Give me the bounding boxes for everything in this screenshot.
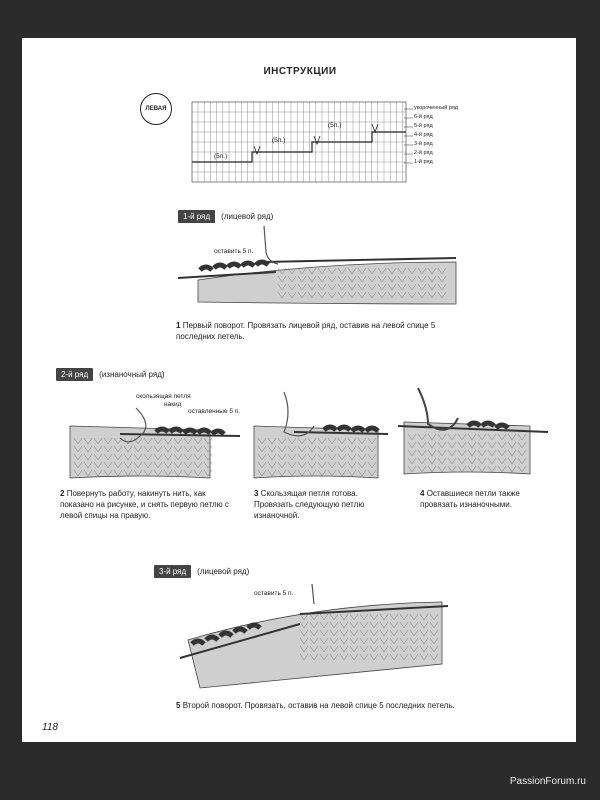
step1-note: оставить 5 п. (214, 248, 254, 255)
step5-caption (176, 700, 506, 711)
step4-text: Оставшиеся петли также провязать изнаночными. (420, 489, 520, 509)
row-label: 3-й ряд (414, 141, 433, 147)
screen-frame-bottom (0, 742, 600, 800)
row-1-kind: (лицевой ряд) (221, 212, 274, 221)
step2-number: 2 (60, 489, 65, 498)
row-label: 1-й ряд (414, 159, 433, 165)
watermark: PassionForum.ru (509, 776, 586, 787)
left-side-badge (140, 93, 172, 125)
row-2-kind: (изнаночный ряд) (99, 370, 165, 379)
row-label: 2-й ряд (414, 150, 433, 156)
row-label: 6-й ряд (414, 114, 433, 120)
row-label: укороченный ряд (414, 105, 459, 111)
step3-text: Скользящая петля готова. Провязать следующую петлю изнаночной. (254, 489, 365, 520)
badge-label: ЛЕВАЯ (145, 106, 167, 112)
chart-step-label-3: (5п.) (328, 122, 342, 129)
row-label-arrows (404, 106, 416, 170)
row-2-tag (56, 368, 165, 381)
row-3-label: 3-й ряд (154, 565, 191, 578)
step1-number: 1 (176, 321, 181, 330)
screen-frame-top (0, 0, 600, 38)
chart-step-label-1: (5п.) (214, 153, 228, 160)
short-row-chart (192, 102, 408, 184)
step5-note: оставить 5 п. (254, 590, 294, 597)
row-1-label: 1-й ряд (178, 210, 215, 223)
step4-caption (420, 488, 530, 510)
row-label: 4-й ряд (414, 132, 433, 138)
screen-frame-right (576, 38, 600, 800)
row-2-label: 2-й ряд (56, 368, 93, 381)
page-number: 118 (42, 722, 58, 733)
step1-knitting-illustration (178, 222, 468, 314)
step1-caption (176, 320, 476, 342)
page-title: ИНСТРУКЦИИ (263, 66, 337, 77)
step2-note-yarn: накид (164, 401, 182, 408)
row-label: 5-й ряд (414, 123, 433, 129)
row-3-tag (154, 565, 249, 578)
step2-caption (60, 488, 240, 521)
screen-frame-left (0, 38, 22, 800)
step5-number: 5 (176, 701, 181, 710)
step3-number: 3 (254, 489, 259, 498)
step1-text: Первый поворот. Провязать лицевой ряд, оставив на левой спице 5 последних петель. (176, 321, 436, 341)
step4-number: 4 (420, 489, 425, 498)
step4-knitting-illustration (398, 388, 548, 480)
step3-caption (254, 488, 384, 521)
chart-row-labels (414, 104, 458, 167)
row-3-kind: (лицевой ряд) (197, 567, 250, 576)
step2-text: Повернуть работу, накинуть нить, как показано на рисунке, и снять первую петлю с левой спицы на правую. (60, 489, 229, 520)
step2-note-left: оставленные 5 п. (188, 408, 241, 415)
step5-knitting-illustration (180, 584, 452, 694)
step2-knitting-illustration (60, 408, 240, 484)
step2-note-slip: скользящая петля (136, 393, 191, 400)
step3-knitting-illustration (244, 392, 388, 484)
chart-step-label-2: (5п.) (272, 137, 286, 144)
step5-text: Второй поворот. Провязать, оставив на левой спице 5 последних петель. (182, 701, 455, 710)
